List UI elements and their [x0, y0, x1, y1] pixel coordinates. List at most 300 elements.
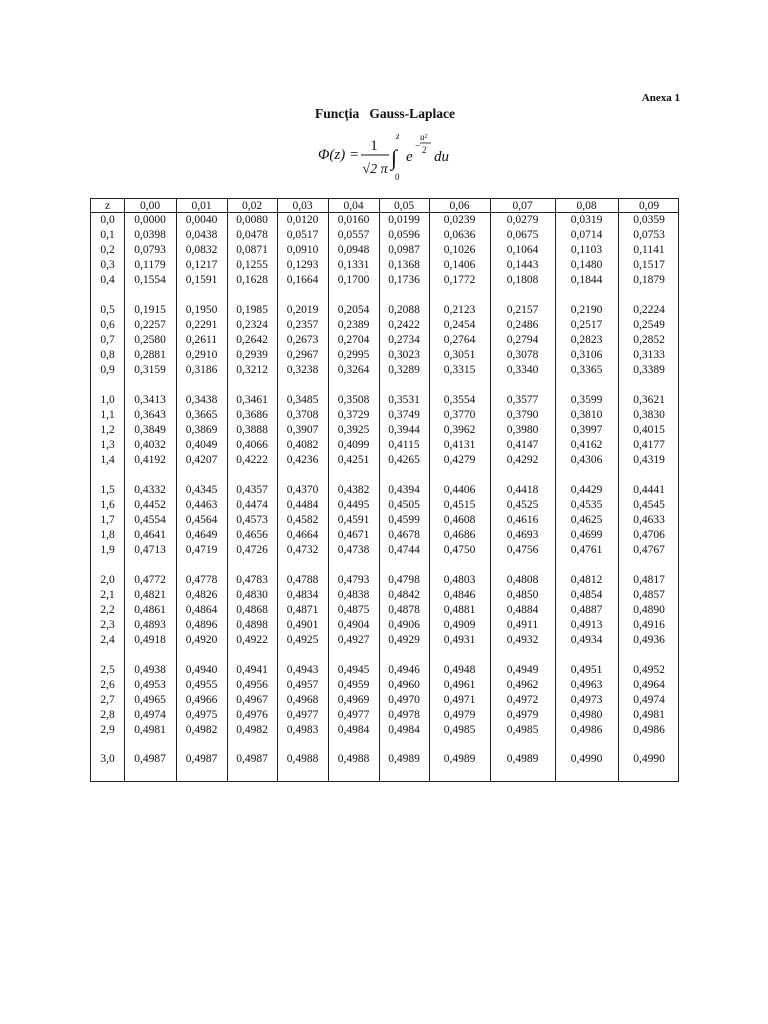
- phi-value-cell: 0,4979: [443, 709, 476, 721]
- phi-value-cell: 0,4306: [570, 454, 603, 466]
- phi-value-cell: 0,4953: [134, 679, 166, 691]
- z-value-cell: 0,4: [100, 274, 115, 286]
- z-value-cell: 1,6: [100, 499, 115, 511]
- phi-value-cell: 0,4987: [134, 753, 166, 765]
- phi-value-cell: 0,4525: [506, 499, 539, 511]
- phi-value-cell: 0,3133: [633, 349, 665, 361]
- phi-value-cell: 0,4744: [388, 544, 420, 556]
- phi-value-cell: 0,1591: [185, 274, 218, 286]
- phi-value-cell: 0,3849: [134, 424, 166, 436]
- phi-value-cell: 0,4973: [570, 694, 603, 706]
- phi-value-cell: 0,4382: [337, 484, 370, 496]
- phi-value-cell: 0,2257: [134, 319, 166, 331]
- z-value-cell: 2,1: [100, 589, 115, 601]
- phi-value-cell: 0,1064: [506, 244, 539, 256]
- phi-value-cell: 0,3238: [286, 364, 319, 376]
- formula-fraction-numerator: 1: [370, 138, 378, 154]
- phi-value-cell: 0,0714: [570, 229, 603, 241]
- phi-value-cell: 0,0120: [286, 214, 319, 226]
- phi-value-cell: 0,0279: [506, 214, 539, 226]
- phi-value-cell: 0,1879: [633, 274, 665, 286]
- phi-value-cell: 0,1103: [570, 244, 603, 256]
- phi-value-cell: 0,4976: [236, 709, 268, 721]
- phi-value-cell: 0,4599: [388, 514, 420, 526]
- phi-value-cell: 0,4292: [506, 454, 539, 466]
- phi-value-cell: 0,2642: [236, 334, 268, 346]
- phi-value-cell: 0,4983: [286, 724, 319, 736]
- phi-value-cell: 0,4049: [185, 439, 218, 451]
- phi-value-cell: 0,2324: [236, 319, 268, 331]
- phi-value-cell: 0,1554: [134, 274, 166, 286]
- phi-value-cell: 0,4564: [185, 514, 218, 526]
- phi-value-cell: 0,0832: [185, 244, 218, 256]
- phi-value-cell: 0,4803: [443, 574, 476, 586]
- phi-value-cell: 0,4406: [443, 484, 476, 496]
- phi-value-cell: 0,4535: [570, 499, 603, 511]
- phi-value-cell: 0,2852: [633, 334, 665, 346]
- column-header: 0,01: [191, 200, 212, 212]
- phi-value-cell: 0,4990: [570, 753, 603, 765]
- phi-value-cell: 0,4850: [506, 589, 539, 601]
- phi-value-cell: 0,4989: [388, 753, 420, 765]
- phi-value-cell: 0,4713: [134, 544, 166, 556]
- exponent-denominator: 2: [422, 145, 427, 155]
- phi-value-cell: 0,3365: [570, 364, 603, 376]
- phi-value-cell: 0,4066: [236, 439, 268, 451]
- phi-value-cell: 0,4830: [236, 589, 268, 601]
- phi-value-cell: 0,3315: [443, 364, 476, 376]
- phi-value-cell: 0,4686: [443, 529, 476, 541]
- phi-value-cell: 0,4982: [236, 724, 268, 736]
- phi-value-cell: 0,2123: [443, 304, 476, 316]
- phi-value-cell: 0,4265: [388, 454, 420, 466]
- phi-value-cell: 0,3078: [506, 349, 539, 361]
- phi-value-cell: 0,4082: [286, 439, 319, 451]
- page-title: Funcția Gauss-Laplace: [315, 106, 455, 121]
- annex-label: Anexa 1: [641, 92, 680, 104]
- z-value-cell: 0,7: [100, 334, 115, 346]
- z-value-cell: 1,4: [100, 454, 115, 466]
- phi-value-cell: 0,0517: [286, 229, 319, 241]
- phi-value-cell: 0,4977: [337, 709, 370, 721]
- phi-value-cell: 0,2454: [443, 319, 476, 331]
- z-value-cell: 2,6: [100, 679, 115, 691]
- phi-value-cell: 0,4964: [633, 679, 665, 691]
- phi-value-cell: 0,4706: [633, 529, 665, 541]
- phi-value-cell: 0,4988: [286, 753, 319, 765]
- z-value-cell: 0,0: [100, 214, 115, 226]
- phi-value-cell: 0,4641: [134, 529, 166, 541]
- phi-value-cell: 0,4778: [185, 574, 218, 586]
- column-header: 0,07: [512, 200, 533, 212]
- phi-value-cell: 0,2881: [134, 349, 166, 361]
- phi-value-cell: 0,4990: [633, 753, 665, 765]
- phi-value-cell: 0,3186: [185, 364, 218, 376]
- phi-value-cell: 0,3340: [506, 364, 539, 376]
- phi-value-cell: 0,4970: [388, 694, 420, 706]
- phi-value-cell: 0,0636: [443, 229, 476, 241]
- phi-value-cell: 0,4989: [443, 753, 476, 765]
- phi-value-cell: 0,4857: [633, 589, 665, 601]
- phi-value-cell: 0,2190: [570, 304, 603, 316]
- phi-value-cell: 0,4966: [185, 694, 218, 706]
- phi-value-cell: 0,4357: [236, 484, 268, 496]
- phi-value-cell: 0,3925: [337, 424, 370, 436]
- phi-value-cell: 0,1368: [388, 259, 420, 271]
- phi-value-cell: 0,4783: [236, 574, 268, 586]
- phi-value-cell: 0,4738: [337, 544, 370, 556]
- phi-value-cell: 0,4868: [236, 604, 268, 616]
- phi-value-cell: 0,2764: [443, 334, 476, 346]
- phi-value-cell: 0,4591: [337, 514, 370, 526]
- phi-value-cell: 0,4032: [134, 439, 166, 451]
- phi-value-cell: 0,3997: [570, 424, 603, 436]
- phi-value-cell: 0,2019: [286, 304, 319, 316]
- z-value-cell: 2,2: [100, 604, 115, 616]
- phi-value-cell: 0,0040: [185, 214, 218, 226]
- phi-value-cell: 0,4893: [134, 619, 166, 631]
- phi-value-cell: 0,1736: [388, 274, 420, 286]
- phi-value-cell: 0,4956: [236, 679, 268, 691]
- z-value-cell: 0,9: [100, 364, 115, 376]
- phi-value-cell: 0,1950: [185, 304, 218, 316]
- phi-value-cell: 0,3554: [443, 394, 476, 406]
- phi-value-cell: 0,1026: [443, 244, 476, 256]
- phi-value-cell: 0,4693: [506, 529, 539, 541]
- integral-sign: ∫: [391, 145, 398, 170]
- phi-value-cell: 0,4961: [443, 679, 476, 691]
- phi-value-cell: 0,4861: [134, 604, 166, 616]
- phi-value-cell: 0,4649: [185, 529, 218, 541]
- phi-value-cell: 0,4989: [506, 753, 539, 765]
- phi-value-cell: 0,4656: [236, 529, 268, 541]
- phi-value-cell: 0,4699: [570, 529, 603, 541]
- phi-value-cell: 0,4678: [388, 529, 420, 541]
- phi-value-cell: 0,4750: [443, 544, 476, 556]
- phi-value-cell: 0,1664: [286, 274, 319, 286]
- phi-value-cell: 0,4971: [443, 694, 476, 706]
- phi-value-cell: 0,1293: [286, 259, 319, 271]
- phi-value-cell: 0,2157: [506, 304, 539, 316]
- z-value-cell: 2,9: [100, 724, 115, 736]
- phi-value-cell: 0,4222: [236, 454, 268, 466]
- phi-value-cell: 0,4938: [134, 664, 166, 676]
- phi-value-cell: 0,3980: [506, 424, 539, 436]
- phi-value-cell: 0,4192: [134, 454, 166, 466]
- phi-value-cell: 0,4131: [443, 439, 476, 451]
- phi-value-cell: 0,1443: [506, 259, 539, 271]
- phi-value-cell: 0,4932: [506, 634, 539, 646]
- z-value-cell: 3,0: [100, 753, 115, 765]
- phi-value-cell: 0,1915: [134, 304, 166, 316]
- z-value-cell: 0,1: [100, 229, 115, 241]
- phi-value-cell: 0,1772: [443, 274, 476, 286]
- phi-value-cell: 0,3023: [388, 349, 420, 361]
- phi-value-cell: 0,4817: [633, 574, 665, 586]
- phi-value-cell: 0,4834: [286, 589, 319, 601]
- phi-value-cell: 0,4099: [337, 439, 370, 451]
- phi-value-cell: 0,0438: [185, 229, 218, 241]
- phi-value-cell: 0,4495: [337, 499, 370, 511]
- phi-value-cell: 0,3508: [337, 394, 370, 406]
- phi-value-cell: 0,2054: [337, 304, 370, 316]
- phi-value-cell: 0,2673: [286, 334, 319, 346]
- phi-value-cell: 0,4767: [633, 544, 665, 556]
- phi-value-cell: 0,4452: [134, 499, 166, 511]
- phi-value-cell: 0,4664: [286, 529, 319, 541]
- phi-value-cell: 0,3051: [443, 349, 476, 361]
- phi-value-cell: 0,2486: [506, 319, 539, 331]
- phi-value-cell: 0,0948: [337, 244, 370, 256]
- phi-value-cell: 0,0080: [236, 214, 268, 226]
- phi-value-cell: 0,4986: [633, 724, 665, 736]
- phi-value-cell: 0,3665: [185, 409, 218, 421]
- phi-value-cell: 0,4332: [134, 484, 166, 496]
- phi-value-cell: 0,3869: [185, 424, 218, 436]
- phi-value-cell: 0,4918: [134, 634, 166, 646]
- phi-value-cell: 0,4936: [633, 634, 665, 646]
- phi-value-cell: 0,2580: [134, 334, 166, 346]
- phi-value-cell: 0,3413: [134, 394, 166, 406]
- phi-value-cell: 0,0557: [337, 229, 370, 241]
- z-value-cell: 0,2: [100, 244, 115, 256]
- z-value-cell: 1,8: [100, 529, 115, 541]
- phi-value-cell: 0,4732: [286, 544, 319, 556]
- phi-value-cell: 0,4875: [337, 604, 370, 616]
- phi-value-cell: 0,4965: [134, 694, 166, 706]
- phi-value-cell: 0,4846: [443, 589, 476, 601]
- column-header: 0,09: [638, 200, 660, 212]
- exponent-sign: −: [415, 141, 421, 152]
- phi-value-cell: 0,0478: [236, 229, 268, 241]
- phi-value-cell: 0,4986: [570, 724, 603, 736]
- column-header: 0,03: [292, 200, 313, 212]
- column-header: 0,08: [576, 200, 597, 212]
- phi-value-cell: 0,4015: [633, 424, 665, 436]
- phi-value-cell: 0,4871: [286, 604, 319, 616]
- phi-value-cell: 0,3264: [337, 364, 370, 376]
- phi-value-cell: 0,4922: [236, 634, 268, 646]
- phi-value-cell: 0,4864: [185, 604, 218, 616]
- phi-value-cell: 0,4901: [286, 619, 319, 631]
- phi-value-cell: 0,4441: [633, 484, 665, 496]
- phi-value-cell: 0,4878: [388, 604, 420, 616]
- phi-value-cell: 0,3531: [388, 394, 420, 406]
- phi-value-cell: 0,4974: [134, 709, 166, 721]
- phi-value-cell: 0,4726: [236, 544, 268, 556]
- phi-value-cell: 0,4946: [388, 664, 420, 676]
- phi-value-cell: 0,3389: [633, 364, 665, 376]
- phi-value-cell: 0,0160: [337, 214, 370, 226]
- phi-value-cell: 0,1141: [633, 244, 665, 256]
- phi-value-cell: 0,4913: [570, 619, 603, 631]
- phi-value-cell: 0,3643: [134, 409, 166, 421]
- phi-value-cell: 0,4955: [185, 679, 218, 691]
- phi-value-cell: 0,4968: [286, 694, 319, 706]
- phi-value-cell: 0,3888: [236, 424, 268, 436]
- phi-value-cell: 0,4975: [185, 709, 218, 721]
- phi-value-cell: 0,4884: [506, 604, 539, 616]
- phi-value-cell: 0,3907: [286, 424, 319, 436]
- phi-value-cell: 0,1844: [570, 274, 603, 286]
- phi-value-cell: 0,2734: [388, 334, 420, 346]
- phi-value-cell: 0,0000: [134, 214, 166, 226]
- z-value-cell: 2,5: [100, 664, 115, 676]
- phi-value-cell: 0,4920: [185, 634, 218, 646]
- z-value-cell: 0,6: [100, 319, 115, 331]
- phi-value-cell: 0,2611: [185, 334, 218, 346]
- phi-value-cell: 0,4987: [185, 753, 218, 765]
- column-header: 0,05: [393, 200, 415, 212]
- phi-value-cell: 0,4671: [337, 529, 370, 541]
- phi-value-cell: 0,3944: [388, 424, 420, 436]
- phi-value-cell: 0,4984: [388, 724, 420, 736]
- phi-value-cell: 0,2549: [633, 319, 665, 331]
- phi-value-cell: 0,4761: [570, 544, 603, 556]
- phi-value-cell: 0,4515: [443, 499, 476, 511]
- phi-value-cell: 0,4951: [570, 664, 603, 676]
- phi-value-cell: 0,4896: [185, 619, 218, 631]
- phi-value-cell: 0,4911: [506, 619, 539, 631]
- formula-fraction-denominator: √2 π: [362, 162, 388, 177]
- phi-value-cell: 0,4793: [337, 574, 370, 586]
- phi-value-cell: 0,2088: [388, 304, 420, 316]
- phi-value-cell: 0,4962: [506, 679, 539, 691]
- phi-value-cell: 0,4418: [506, 484, 539, 496]
- phi-value-cell: 0,4756: [506, 544, 539, 556]
- z-value-cell: 1,0: [100, 394, 115, 406]
- phi-value-cell: 0,4554: [134, 514, 166, 526]
- phi-value-cell: 0,2224: [633, 304, 665, 316]
- phi-value-cell: 0,4319: [633, 454, 665, 466]
- phi-value-cell: 0,4881: [443, 604, 476, 616]
- phi-value-cell: 0,4981: [134, 724, 166, 736]
- phi-value-cell: 0,1517: [633, 259, 665, 271]
- phi-value-cell: 0,3461: [236, 394, 268, 406]
- phi-value-cell: 0,4812: [570, 574, 603, 586]
- phi-value-cell: 0,4987: [236, 753, 268, 765]
- phi-value-cell: 0,4826: [185, 589, 218, 601]
- z-value-cell: 1,5: [100, 484, 115, 496]
- phi-value-cell: 0,4963: [570, 679, 603, 691]
- phi-value-cell: 0,2823: [570, 334, 603, 346]
- phi-value-cell: 0,4147: [506, 439, 539, 451]
- phi-value-cell: 0,4207: [185, 454, 218, 466]
- phi-value-cell: 0,4279: [443, 454, 476, 466]
- phi-value-cell: 0,4177: [633, 439, 665, 451]
- column-header: 0,04: [343, 200, 364, 212]
- phi-value-cell: 0,2517: [570, 319, 603, 331]
- phi-value-cell: 0,1985: [236, 304, 268, 316]
- phi-value-cell: 0,4981: [633, 709, 665, 721]
- phi-value-cell: 0,4115: [388, 439, 420, 451]
- phi-value-cell: 0,4969: [337, 694, 370, 706]
- phi-value-cell: 0,4985: [443, 724, 476, 736]
- z-column-header: z: [104, 200, 111, 212]
- exponent-numerator: u²: [420, 132, 428, 142]
- phi-value-cell: 0,4931: [443, 634, 476, 646]
- gauss-laplace-table: [90, 198, 679, 782]
- phi-value-cell: 0,3810: [570, 409, 603, 421]
- phi-value-cell: 0,3962: [443, 424, 476, 436]
- phi-value-cell: 0,0199: [388, 214, 420, 226]
- phi-value-cell: 0,4251: [337, 454, 370, 466]
- phi-value-cell: 0,4608: [443, 514, 476, 526]
- phi-value-cell: 0,4927: [337, 634, 370, 646]
- z-value-cell: 1,7: [100, 514, 115, 526]
- phi-value-cell: 0,0910: [286, 244, 319, 256]
- phi-value-cell: 0,2967: [286, 349, 319, 361]
- phi-value-cell: 0,4945: [337, 664, 370, 676]
- phi-value-cell: 0,3708: [286, 409, 319, 421]
- z-value-cell: 2,8: [100, 709, 115, 721]
- phi-value-cell: 0,0753: [633, 229, 665, 241]
- phi-value-cell: 0,4370: [286, 484, 319, 496]
- phi-value-cell: 0,3621: [633, 394, 665, 406]
- phi-value-cell: 0,3830: [633, 409, 665, 421]
- phi-value-cell: 0,2939: [236, 349, 268, 361]
- phi-value-cell: 0,4772: [134, 574, 166, 586]
- phi-value-cell: 0,0359: [633, 214, 665, 226]
- phi-value-cell: 0,4952: [633, 664, 665, 676]
- phi-value-cell: 0,4463: [185, 499, 218, 511]
- column-header: 0,00: [139, 200, 161, 212]
- z-value-cell: 0,3: [100, 259, 115, 271]
- phi-value-cell: 0,1480: [570, 259, 603, 271]
- phi-value-cell: 0,4982: [185, 724, 218, 736]
- phi-value-cell: 0,4941: [236, 664, 268, 676]
- phi-value-cell: 0,0793: [134, 244, 166, 256]
- phi-value-cell: 0,4985: [506, 724, 539, 736]
- phi-value-cell: 0,4887: [570, 604, 603, 616]
- phi-value-cell: 0,4904: [337, 619, 370, 631]
- phi-value-cell: 0,0987: [388, 244, 420, 256]
- phi-value-cell: 0,1700: [337, 274, 370, 286]
- z-value-cell: 1,1: [100, 409, 115, 421]
- phi-value-cell: 0,4898: [236, 619, 268, 631]
- phi-value-cell: 0,4788: [286, 574, 319, 586]
- phi-value-cell: 0,1406: [443, 259, 476, 271]
- formula-lhs: Φ(z): [318, 147, 346, 163]
- phi-value-cell: 0,4934: [570, 634, 603, 646]
- phi-value-cell: 0,4925: [286, 634, 319, 646]
- phi-value-cell: 0,4854: [570, 589, 603, 601]
- phi-value-cell: 0,3770: [443, 409, 476, 421]
- phi-value-cell: 0,3289: [388, 364, 420, 376]
- z-value-cell: 1,9: [100, 544, 115, 556]
- phi-value-cell: 0,4842: [388, 589, 420, 601]
- phi-value-cell: 0,3686: [236, 409, 268, 421]
- phi-value-cell: 0,4977: [286, 709, 319, 721]
- gauss-laplace-formula: [300, 128, 470, 184]
- z-value-cell: 0,5: [100, 304, 115, 316]
- phi-value-cell: 0,4940: [185, 664, 218, 676]
- z-value-cell: 2,4: [100, 634, 115, 646]
- phi-value-cell: 0,4429: [570, 484, 603, 496]
- phi-value-cell: 0,2910: [185, 349, 218, 361]
- phi-value-cell: 0,0398: [134, 229, 166, 241]
- phi-value-cell: 0,4162: [570, 439, 603, 451]
- phi-value-cell: 0,3106: [570, 349, 603, 361]
- phi-value-cell: 0,3485: [286, 394, 319, 406]
- phi-value-cell: 0,4821: [134, 589, 166, 601]
- phi-value-cell: 0,1179: [134, 259, 166, 271]
- phi-value-cell: 0,3577: [506, 394, 539, 406]
- z-value-cell: 0,8: [100, 349, 115, 361]
- phi-value-cell: 0,3438: [185, 394, 218, 406]
- phi-value-cell: 0,4979: [506, 709, 539, 721]
- phi-value-cell: 0,4474: [236, 499, 268, 511]
